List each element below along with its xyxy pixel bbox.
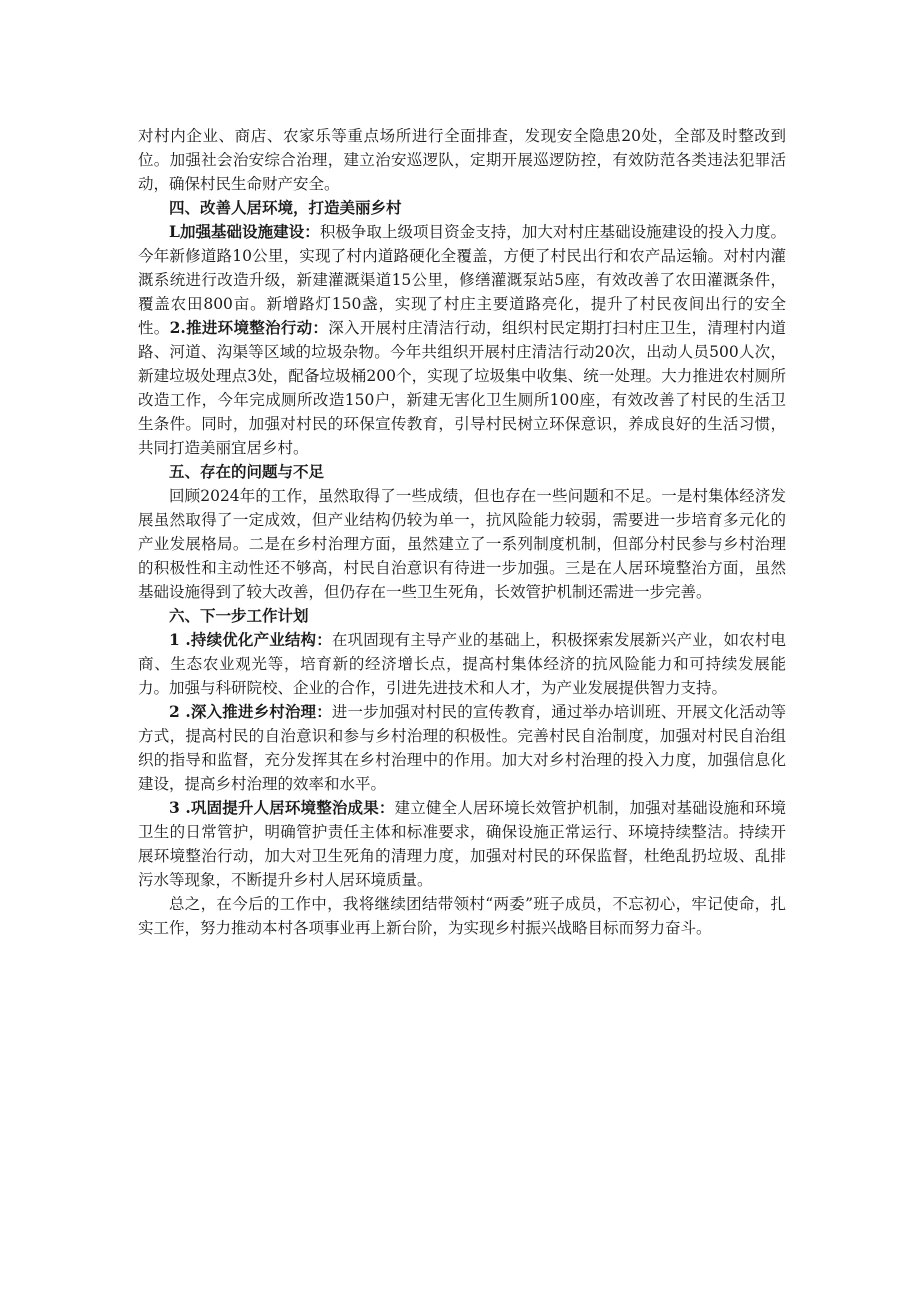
item-label-environment-action: 2.推进环境整治行动： (169, 318, 329, 337)
section-heading-5: 五、存在的问题与不足 (169, 462, 325, 481)
section-heading-4: 四、改善人居环境，打造美丽乡村 (169, 198, 402, 217)
conclusion-paragraph: 总之，在今后的工作中，我将继续团结带领村“两委”班子成员，不忘初心，牢记使命，扎实工作，努力推动本村各项事业再上新台阶，为实现乡村振兴战略目标而努力奋斗。 (138, 895, 786, 937)
section-heading-6: 六、下一步工作计划 (169, 606, 309, 625)
plan-item-industry (138, 628, 786, 700)
item-label-infrastructure: L加强基础设施建设： (169, 222, 320, 241)
plan-item-living-environment (138, 796, 786, 892)
item-label-industry: 1 .持续优化产业结构： (169, 630, 332, 649)
document-body (138, 124, 786, 940)
item-text-environment-action: 深入开展村庄清洁行动，组织村民定期打扫村庄卫生，清理村内道路、河道、沟渠等区域的垃圾杂物。今年共组织开展村庄清洁行动20次，出动人员500人次，新建垃圾处理点3处，配备垃圾桶200个，实现了垃圾集中收集、统一处理。大力推进农村厕所改造工作，今年完成厕所改造150户，新建无害化卫生厕所100座，有效改善了村民的生活卫生条件。同时，加强对村民的环保宣传教育，引导村民树立环保意识，养成良好的生活习惯，共同打造美丽宜居乡村。 (138, 319, 786, 457)
item-text-industry: 在巩固现有主导产业的基础上，积极探索发展新兴产业，如农村电商、生态农业观光等，培育新的经济增长点，提高村集体经济的抗风险能力和可持续发展能力。加强与科研院校、企业的合作，引进先进技术和人才，为产业发展提供智力支持。 (138, 631, 786, 697)
item-text-governance: 进一步加强对村民的宣传教育，通过举办培训班、开展文化活动等方式，提高村民的自治意识和参与乡村治理的积极性。完善村民自治制度，加强对村民自治组织的指导和监督，充分发挥其在乡村治理中的作用。加大对乡村治理的投入力度，加强信息化建设，提高乡村治理的效率和水平。 (138, 703, 786, 793)
plan-item-governance (138, 700, 786, 796)
item-text-living-environment: 建立健全人居环境长效管护机制，加强对基础设施和环境卫生的日常管护，明确管护责任主体和标准要求，确保设施正常运行、环境持续整洁。持续开展环境整治行动，加大对卫生死角的清理力度，加强对村民的环保监督，杜绝乱扔垃圾、乱排污水等现象，不断提升乡村人居环境质量。 (138, 799, 786, 889)
section-4-paragraph (138, 220, 786, 460)
item-text-infrastructure: 积极争取上级项目资金支持，加大对村庄基础设施建设的投入力度。今年新修道路10公里，实现了村内道路硬化全覆盖，方便了村民出行和农产品运输。对村内灌溉系统进行改造升级，新建灌溉渠道15公里，修缮灌溉泵站5座，有效改善了农田灌溉条件，覆盖农田800亩。新增路灯150盏，实现了村庄主要道路亮化，提升了村民夜间出行的安全性。 (138, 223, 786, 337)
paragraph-safety-continuation: 对村内企业、商店、农家乐等重点场所进行全面排查，发现安全隐患20处，全部及时整改到位。加强社会治安综合治理，建立治安巡逻队，定期开展巡逻防控，有效防范各类违法犯罪活动，确保村民生命财产安全。 (138, 127, 786, 193)
item-label-living-environment: 3 .巩固提升人居环境整治成果： (169, 798, 395, 817)
item-label-governance: 2 .深入推进乡村治理： (169, 702, 332, 721)
section-5-paragraph: 回顾2024年的工作，虽然取得了一些成绩，但也存在一些问题和不足。一是村集体经济发展虽然取得了一定成效，但产业结构仍较为单一，抗风险能力较弱，需要进一步培育多元化的产业发展格局。二是在乡村治理方面，虽然建立了一系列制度机制，但部分村民参与乡村治理的积极性和主动性还不够高，村民自治意识有待进一步加强。三是在人居环境整治方面，虽然基础设施得到了较大改善，但仍存在一些卫生死角，长效管护机制还需进一步完善。 (138, 487, 786, 601)
